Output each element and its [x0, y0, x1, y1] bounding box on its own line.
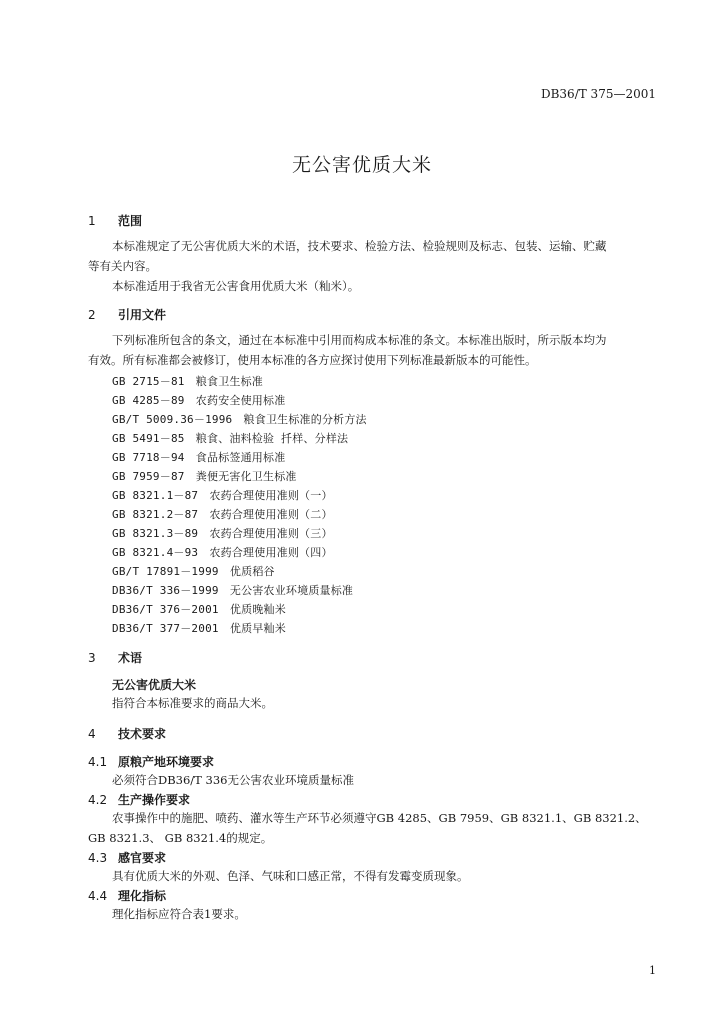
reference-item: GB 8321.3－89 农药合理使用准则（三） — [112, 527, 333, 540]
reference-item: GB 5491－85 粮食、油料检验 扦样、分样法 — [112, 432, 349, 445]
subsection-number: 4.3 — [88, 851, 108, 865]
section-title: 范围 — [118, 214, 143, 228]
document-code: DB36/T 375—2001 — [540, 87, 656, 101]
reference-item: GB/T 5009.36－1996 粮食卫生标准的分析方法 — [112, 413, 367, 426]
subsection-title: 感官要求 — [118, 851, 167, 865]
section-3-heading — [88, 649, 142, 666]
paragraph-line: 必须符合DB36/T 336无公害农业环境质量标准 — [112, 773, 354, 787]
reference-item: GB 7959－87 粪便无害化卫生标准 — [112, 470, 297, 483]
paragraph-line: 本标准适用于我省无公害食用优质大米（籼米）。 — [112, 279, 360, 293]
reference-item: DB36/T 376－2001 优质晚籼米 — [112, 603, 286, 616]
paragraph-line: 有效。所有标准都会被修订，使用本标准的各方应探讨使用下列标准最新版本的可能性。 — [88, 353, 537, 367]
reference-item: GB 8321.1－87 农药合理使用准则（一） — [112, 489, 333, 502]
section-2-heading — [88, 306, 166, 323]
term-definition: 指符合本标准要求的商品大米。 — [112, 696, 273, 710]
section-number: 4 — [88, 727, 96, 741]
subsection-4-1-heading — [88, 753, 214, 770]
paragraph-line: 本标准规定了无公害优质大米的术语，技术要求、检验方法、检验规则及标志、包装、运输、贮藏 — [112, 239, 607, 253]
reference-item: GB/T 17891－1999 优质稻谷 — [112, 565, 275, 578]
subsection-number: 4.1 — [88, 755, 108, 769]
subsection-title: 原粮产地环境要求 — [118, 755, 215, 769]
reference-item: DB36/T 377－2001 优质早籼米 — [112, 622, 286, 635]
subsection-title: 理化指标 — [118, 889, 167, 903]
page-number: 1 — [649, 964, 656, 977]
section-4-heading — [88, 725, 166, 742]
paragraph-line: 等有关内容。 — [88, 259, 157, 273]
subsection-number: 4.4 — [88, 889, 108, 903]
reference-item: GB 8321.4－93 农药合理使用准则（四） — [112, 546, 333, 559]
subsection-number: 4.2 — [88, 793, 108, 807]
section-title: 术语 — [118, 651, 143, 665]
subsection-4-4-heading — [88, 887, 166, 904]
term-name: 无公害优质大米 — [112, 678, 197, 692]
subsection-4-2-heading — [88, 791, 190, 808]
section-title: 技术要求 — [118, 727, 167, 741]
paragraph-line: 理化指标应符合表1要求。 — [112, 907, 246, 921]
section-1-heading — [88, 212, 142, 229]
reference-item: GB 2715－81 粮食卫生标准 — [112, 375, 264, 388]
section-number: 3 — [88, 651, 96, 665]
subsection-title: 生产操作要求 — [118, 793, 191, 807]
paragraph-line: 具有优质大米的外观、色泽、气味和口感正常，不得有发霉变质现象。 — [112, 869, 469, 883]
subsection-4-3-heading — [88, 849, 166, 866]
paragraph-line: 农事操作中的施肥、喷药、灌水等生产环节必须遵守GB 4285、GB 7959、GB 8321.1、GB 8321.2、 — [112, 811, 647, 825]
reference-item: GB 4285－89 农药安全使用标准 — [112, 394, 286, 407]
paragraph-line: GB 8321.3、 GB 8321.4的规定。 — [88, 831, 273, 845]
section-title: 引用文件 — [118, 308, 167, 322]
reference-item: DB36/T 336－1999 无公害农业环境质量标准 — [112, 584, 354, 597]
section-number: 1 — [88, 214, 96, 228]
reference-item: GB 8321.2－87 农药合理使用准则（二） — [112, 508, 333, 521]
reference-item: GB 7718－94 食品标签通用标准 — [112, 451, 286, 464]
section-number: 2 — [88, 308, 96, 322]
document-title: 无公害优质大米 — [291, 154, 432, 176]
paragraph-line: 下列标准所包含的条文，通过在本标准中引用而构成本标准的条文。本标准出版时，所示版本均为 — [112, 333, 607, 347]
